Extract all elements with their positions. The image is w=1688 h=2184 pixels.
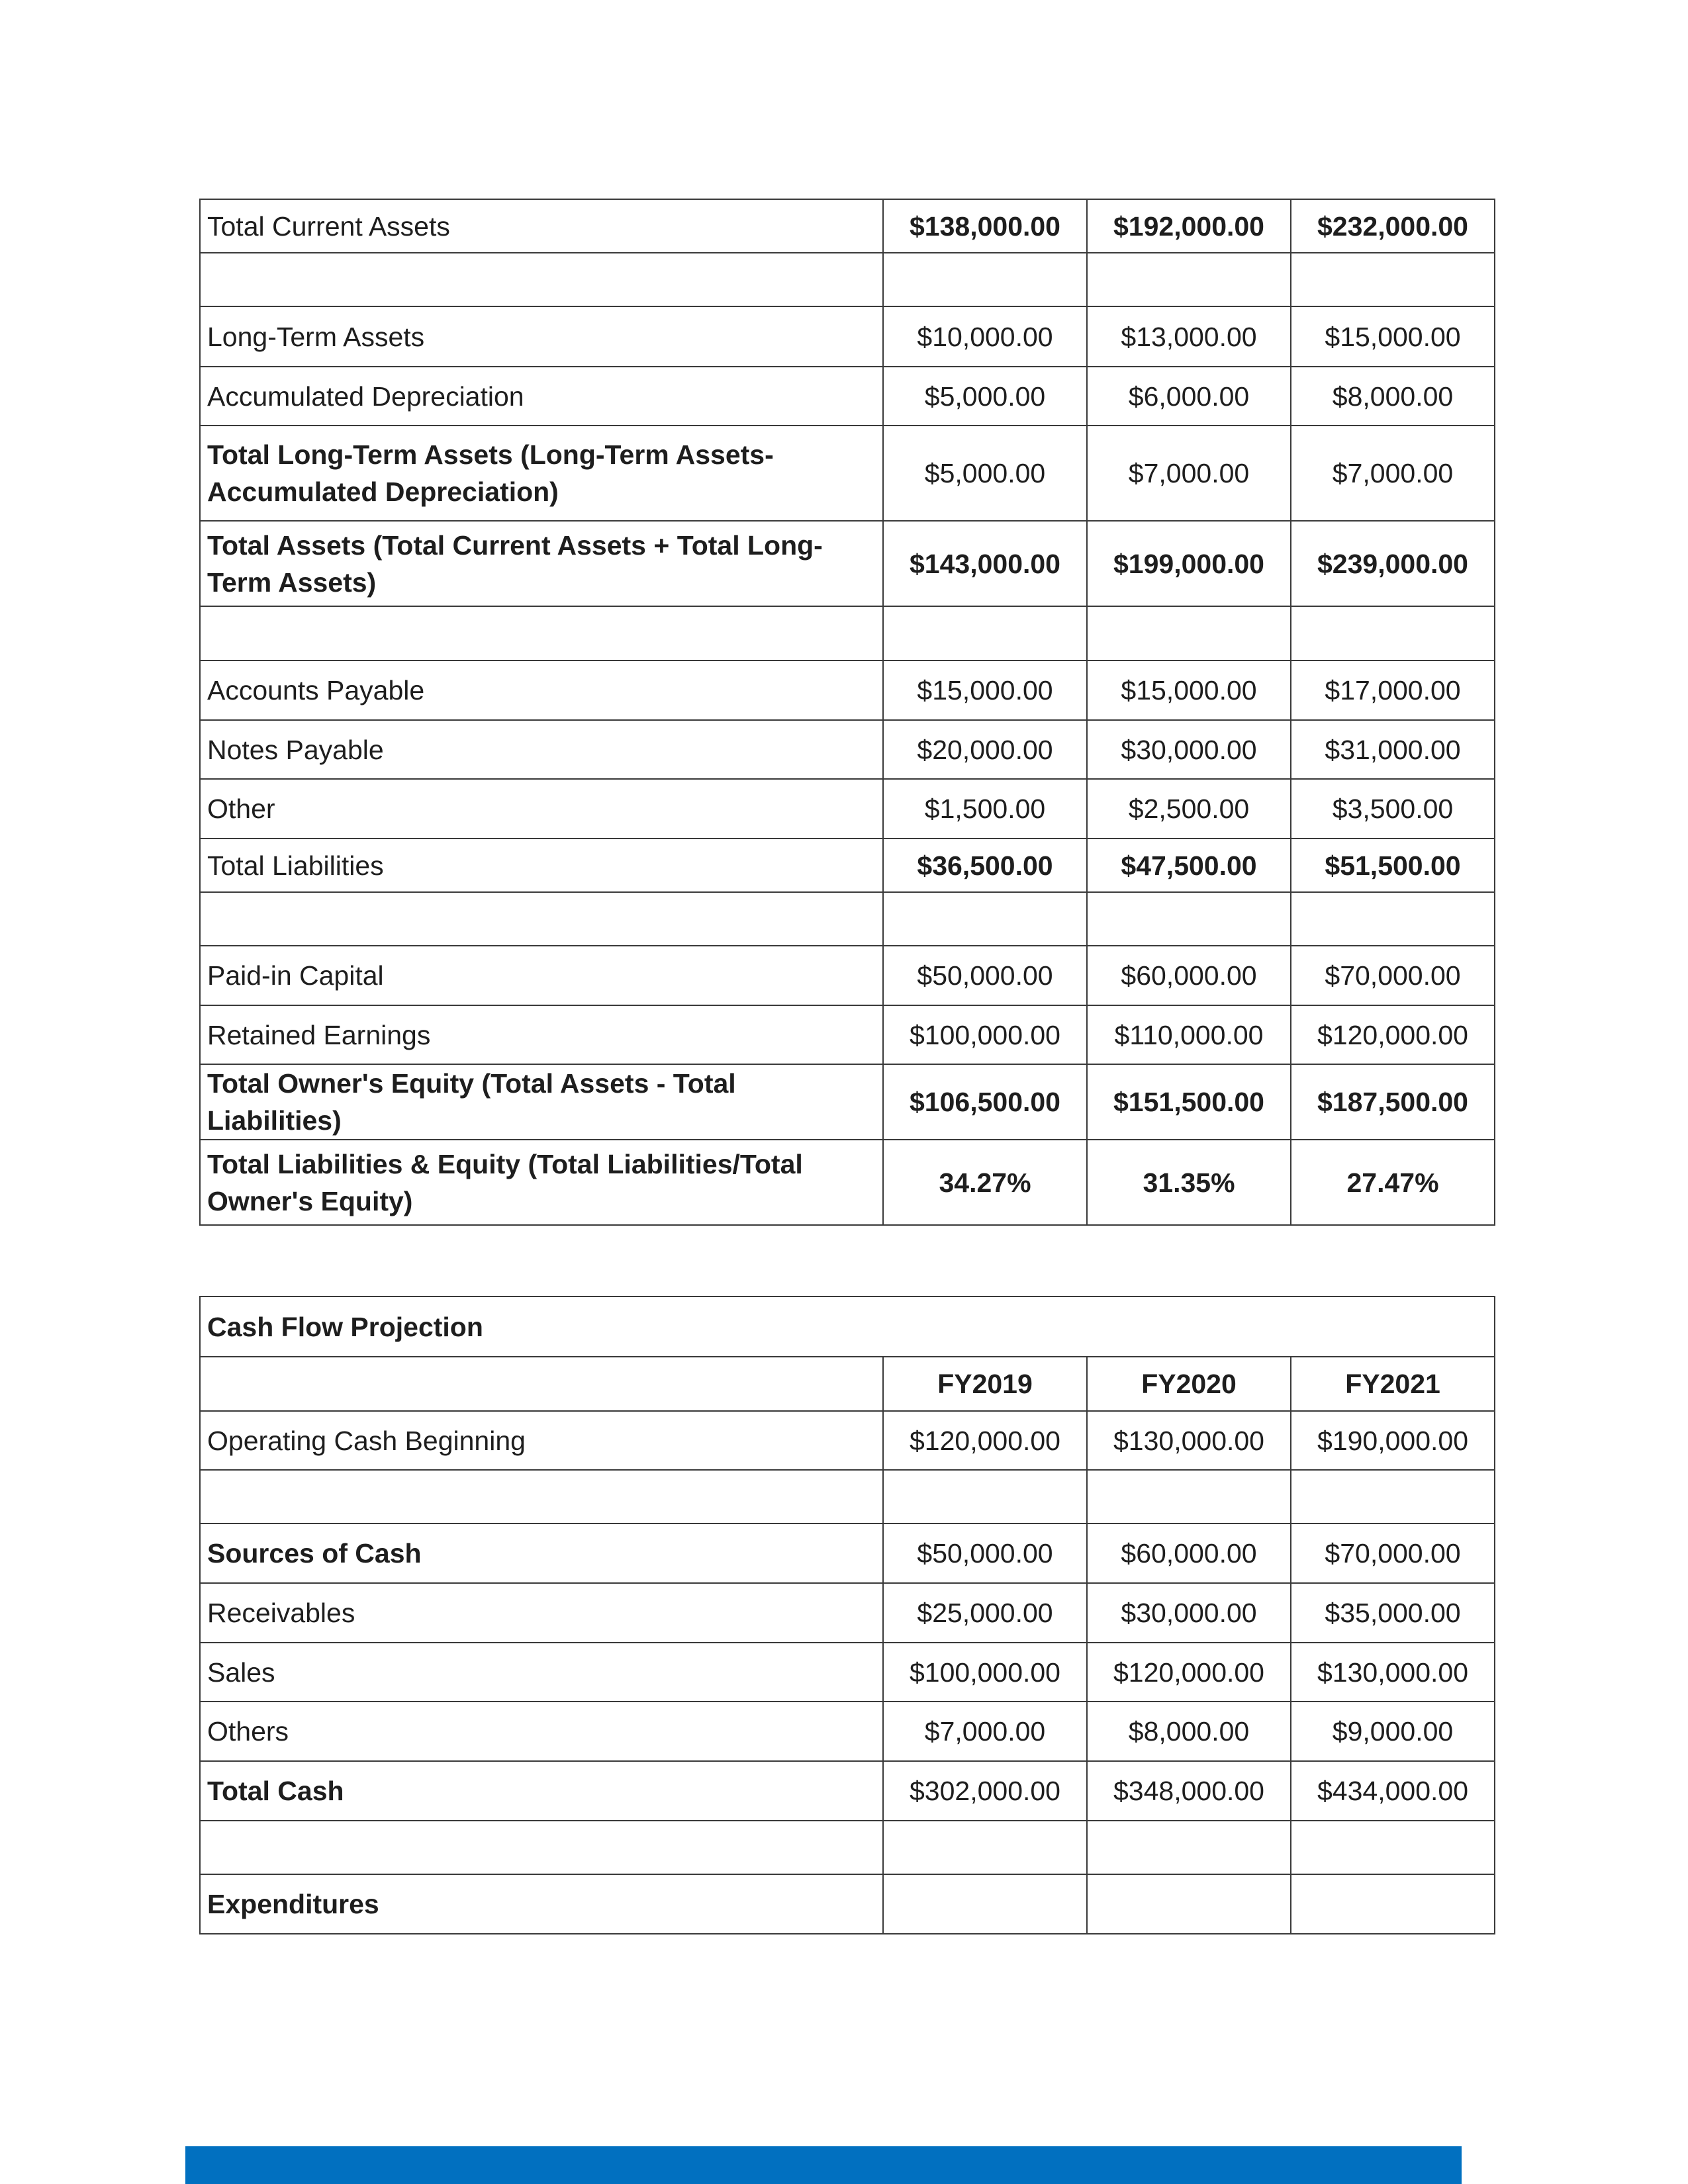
value-cell xyxy=(1087,1470,1291,1524)
value-cell xyxy=(1291,253,1495,306)
row-label: Total Liabilities & Equity (Total Liabilities/Total Owner's Equity) xyxy=(200,1140,883,1225)
value-cell: $7,000.00 xyxy=(1291,426,1495,521)
row-label: Receivables xyxy=(200,1583,883,1643)
value-cell: $15,000.00 xyxy=(883,660,1087,720)
cash-flow-title-row xyxy=(200,1297,1495,1357)
row-label: Other xyxy=(200,779,883,839)
table-row xyxy=(200,660,1495,720)
table-row xyxy=(200,606,1495,660)
value-cell xyxy=(883,253,1087,306)
row-label: Total Assets (Total Current Assets + Total Long-Term Assets) xyxy=(200,521,883,606)
value-cell: 27.47% xyxy=(1291,1140,1495,1225)
table-row xyxy=(200,1411,1495,1470)
table-row xyxy=(200,199,1495,253)
value-cell: $192,000.00 xyxy=(1087,199,1291,253)
table-row xyxy=(200,306,1495,367)
value-cell: $5,000.00 xyxy=(883,367,1087,426)
table-row xyxy=(200,1470,1495,1524)
table-row xyxy=(200,1140,1495,1225)
row-label xyxy=(200,253,883,306)
value-cell: $8,000.00 xyxy=(1087,1702,1291,1761)
value-cell: $35,000.00 xyxy=(1291,1583,1495,1643)
value-cell: $187,500.00 xyxy=(1291,1064,1495,1140)
row-label: Notes Payable xyxy=(200,720,883,779)
value-cell xyxy=(1087,892,1291,946)
value-cell: $120,000.00 xyxy=(883,1411,1087,1470)
value-cell: $36,500.00 xyxy=(883,839,1087,892)
table-row xyxy=(200,1702,1495,1761)
value-cell: $239,000.00 xyxy=(1291,521,1495,606)
row-label: Total Current Assets xyxy=(200,199,883,253)
row-label: Retained Earnings xyxy=(200,1005,883,1064)
value-cell: $50,000.00 xyxy=(883,1524,1087,1583)
value-cell: $17,000.00 xyxy=(1291,660,1495,720)
table-row xyxy=(200,1583,1495,1643)
value-cell: $130,000.00 xyxy=(1087,1411,1291,1470)
value-cell: $30,000.00 xyxy=(1087,1583,1291,1643)
value-cell xyxy=(883,606,1087,660)
value-cell: 34.27% xyxy=(883,1140,1087,1225)
value-cell: $9,000.00 xyxy=(1291,1702,1495,1761)
value-cell: $30,000.00 xyxy=(1087,720,1291,779)
row-label: Total Owner's Equity (Total Assets - Total Liabilities) xyxy=(200,1064,883,1140)
row-label: Expenditures xyxy=(200,1874,883,1934)
value-cell: $6,000.00 xyxy=(1087,367,1291,426)
value-cell: $51,500.00 xyxy=(1291,839,1495,892)
value-cell: 31.35% xyxy=(1087,1140,1291,1225)
value-cell: $47,500.00 xyxy=(1087,839,1291,892)
value-cell xyxy=(1291,892,1495,946)
row-label: Paid-in Capital xyxy=(200,946,883,1005)
value-cell xyxy=(883,1874,1087,1934)
balance-sheet-table xyxy=(199,199,1495,1226)
value-cell: $100,000.00 xyxy=(883,1005,1087,1064)
value-cell: $5,000.00 xyxy=(883,426,1087,521)
table-row xyxy=(200,253,1495,306)
table-row xyxy=(200,1064,1495,1140)
value-cell xyxy=(1291,1821,1495,1874)
table-row xyxy=(200,1005,1495,1064)
cash-flow-title: Cash Flow Projection xyxy=(200,1297,1495,1357)
value-cell xyxy=(883,1470,1087,1524)
row-label: Others xyxy=(200,1702,883,1761)
value-cell: $25,000.00 xyxy=(883,1583,1087,1643)
cash-flow-body xyxy=(200,1297,1495,1934)
cash-flow-header-row xyxy=(200,1357,1495,1411)
value-cell: $15,000.00 xyxy=(1087,660,1291,720)
header-fy2021: FY2021 xyxy=(1291,1357,1495,1411)
header-fy2020: FY2020 xyxy=(1087,1357,1291,1411)
value-cell: $31,000.00 xyxy=(1291,720,1495,779)
table-row xyxy=(200,521,1495,606)
value-cell: $20,000.00 xyxy=(883,720,1087,779)
value-cell: $232,000.00 xyxy=(1291,199,1495,253)
table-row xyxy=(200,1821,1495,1874)
value-cell: $13,000.00 xyxy=(1087,306,1291,367)
value-cell: $50,000.00 xyxy=(883,946,1087,1005)
value-cell: $15,000.00 xyxy=(1291,306,1495,367)
value-cell: $1,500.00 xyxy=(883,779,1087,839)
value-cell xyxy=(1087,253,1291,306)
row-label: Total Long-Term Assets (Long-Term Assets-Accumulated Depreciation) xyxy=(200,426,883,521)
header-blank-cell xyxy=(200,1357,883,1411)
value-cell: $7,000.00 xyxy=(883,1702,1087,1761)
value-cell: $143,000.00 xyxy=(883,521,1087,606)
value-cell: $190,000.00 xyxy=(1291,1411,1495,1470)
value-cell xyxy=(1291,1470,1495,1524)
row-label xyxy=(200,606,883,660)
row-label: Long-Term Assets xyxy=(200,306,883,367)
value-cell: $120,000.00 xyxy=(1291,1005,1495,1064)
value-cell: $70,000.00 xyxy=(1291,1524,1495,1583)
value-cell xyxy=(1291,1874,1495,1934)
table-row xyxy=(200,1524,1495,1583)
value-cell: $100,000.00 xyxy=(883,1643,1087,1702)
value-cell: $10,000.00 xyxy=(883,306,1087,367)
value-cell: $138,000.00 xyxy=(883,199,1087,253)
table-row xyxy=(200,892,1495,946)
value-cell: $130,000.00 xyxy=(1291,1643,1495,1702)
value-cell: $3,500.00 xyxy=(1291,779,1495,839)
value-cell: $7,000.00 xyxy=(1087,426,1291,521)
row-label: Total Cash xyxy=(200,1761,883,1821)
value-cell: $106,500.00 xyxy=(883,1064,1087,1140)
value-cell xyxy=(1087,1874,1291,1934)
table-row xyxy=(200,367,1495,426)
value-cell: $199,000.00 xyxy=(1087,521,1291,606)
table-row xyxy=(200,426,1495,521)
value-cell: $110,000.00 xyxy=(1087,1005,1291,1064)
row-label: Accounts Payable xyxy=(200,660,883,720)
value-cell: $60,000.00 xyxy=(1087,946,1291,1005)
value-cell: $120,000.00 xyxy=(1087,1643,1291,1702)
row-label: Total Liabilities xyxy=(200,839,883,892)
row-label: Sources of Cash xyxy=(200,1524,883,1583)
value-cell: $151,500.00 xyxy=(1087,1064,1291,1140)
value-cell: $8,000.00 xyxy=(1291,367,1495,426)
value-cell: $2,500.00 xyxy=(1087,779,1291,839)
value-cell xyxy=(1087,606,1291,660)
row-label: Accumulated Depreciation xyxy=(200,367,883,426)
value-cell: $434,000.00 xyxy=(1291,1761,1495,1821)
row-label xyxy=(200,1470,883,1524)
value-cell xyxy=(883,1821,1087,1874)
value-cell: $302,000.00 xyxy=(883,1761,1087,1821)
balance-sheet-body xyxy=(200,199,1495,1225)
table-row xyxy=(200,839,1495,892)
table-row xyxy=(200,1874,1495,1934)
table-row xyxy=(200,720,1495,779)
value-cell xyxy=(1291,606,1495,660)
table-row xyxy=(200,946,1495,1005)
cash-flow-table xyxy=(199,1296,1495,1934)
value-cell: $348,000.00 xyxy=(1087,1761,1291,1821)
value-cell: $70,000.00 xyxy=(1291,946,1495,1005)
row-label xyxy=(200,892,883,946)
value-cell xyxy=(1087,1821,1291,1874)
table-row xyxy=(200,779,1495,839)
value-cell xyxy=(883,892,1087,946)
row-label xyxy=(200,1821,883,1874)
row-label: Operating Cash Beginning xyxy=(200,1411,883,1470)
table-row xyxy=(200,1761,1495,1821)
header-fy2019: FY2019 xyxy=(883,1357,1087,1411)
footer-bar xyxy=(185,2146,1462,2184)
row-label: Sales xyxy=(200,1643,883,1702)
value-cell: $60,000.00 xyxy=(1087,1524,1291,1583)
table-row xyxy=(200,1643,1495,1702)
